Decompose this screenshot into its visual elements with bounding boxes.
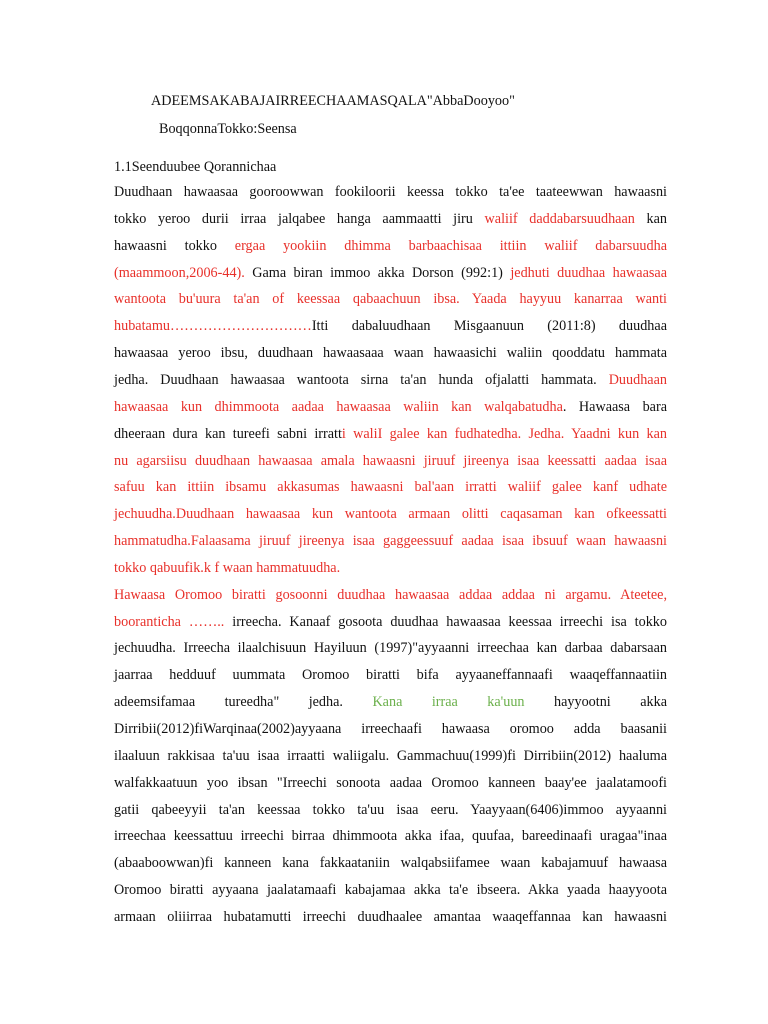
text-run: . Hawaasa bara — [562, 398, 667, 415]
text-run: jedha. Duudhaan hawaasaa wantoota sirna ta'an hunda ofjalatti hammata. — [114, 371, 609, 388]
text-line — [114, 828, 667, 848]
text-line — [114, 855, 667, 875]
text-line — [114, 399, 667, 419]
text-line — [114, 587, 667, 607]
text-run: jechuudha.Duudhaan hawaasaa kun wantoota armaan olitti caqasaman kan ofkeessatti — [114, 506, 667, 523]
text-run: safuu kan ittiin ibsamu akkasumas hawaasni bal'aan irratti waliif galee kanf udhate — [114, 479, 667, 496]
text-run: armaan oliiirraa hubatamutti irreechi duudhaalee amantaa waaqeffannaa kan hawaasni — [114, 908, 667, 925]
text-line — [114, 614, 667, 634]
text-run: (maammoon,2006-44). — [114, 264, 245, 281]
text-line — [114, 560, 667, 580]
text-run: Oromoo biratti ayyaana jaalatamaafi kabajamaa akka ta'e ibseera. Akka yaada haayyoota — [114, 882, 667, 899]
text-run: ilaaluun rakkisaa ta'uu isaa irraatti waliigalu. Gammachuu(1999)fi Dirribiin(2012) haaluma — [114, 747, 667, 764]
text-line — [114, 211, 667, 231]
text-run: Dirribii(2012)fiWarqinaa(2002)ayyaana irreechaafi hawaasa oromoo adda baasanii — [114, 721, 667, 737]
text-run: wantoota bu'uura ta'an of keessaa qabaachuun ibsa. Yaada hayyuu kanarraa wanti — [114, 291, 667, 308]
text-run: hawaasaa yeroo ibsu, duudhaan hawaasaaa waan hawaasichi waliin qooddatu hammata — [114, 345, 667, 362]
text-run: Kana irraa ka'uun — [372, 694, 525, 711]
text-line — [114, 506, 667, 526]
text-run: booranticha …….. — [114, 613, 225, 630]
text-run: tokko yeroo durii irraa jalqabee hanga aammaatti jiru — [114, 210, 485, 227]
text-run: irreechaa keessattuu irreechi birraa dhimmoota akka ifaa, quufaa, bareedinaafi uragaa"inaa — [114, 828, 667, 845]
text-line — [114, 909, 667, 929]
text-line — [114, 802, 667, 822]
text-line — [114, 372, 667, 392]
text-run: hayyootni akka — [524, 694, 667, 711]
text-run: tokko qabuufik.k f waan hammatuudha. — [114, 559, 341, 576]
text-run: hawaasni tokko — [114, 237, 235, 254]
text-line — [114, 775, 667, 795]
text-line — [114, 184, 667, 204]
text-run: hubatamu………………………… — [114, 318, 312, 335]
text-run: Duudhaan hawaasaa gooroowwan fookiloorii keessa tokko ta'ee taateewwan hawaasni — [114, 184, 667, 200]
text-line — [114, 238, 667, 258]
text-run: jaarraa hedduuf uummata Oromoo biratti bifa ayyaaneffannaafi waaqeffannaatiin — [114, 667, 667, 684]
text-line — [114, 721, 667, 741]
text-line — [114, 318, 667, 338]
text-run: gatii qabeeyyii ta'an keessaa tokko ta'uu isaa eeru. Yaayyaan(6406)immoo ayyaanni — [114, 801, 667, 818]
text-line — [114, 453, 667, 473]
text-run: dheeraan dura kan tureefi sabni irratt — [114, 425, 342, 442]
text-run: Hawaasa Oromoo biratti gosoonni duudhaa hawaasaa addaa addaa ni argamu. Ateetee, — [114, 586, 667, 603]
text-line — [114, 533, 667, 553]
text-line — [114, 265, 667, 285]
text-run: jechuudha. Irreecha ilaalchisuun Hayiluun (1997)"ayyaanni irreechaa kan darbaa dabarsaan — [114, 640, 667, 657]
text-run: adeemsifamaa tureedha" jedha. — [114, 694, 373, 711]
text-run: walfakkaatuun yoo ibsan "Irreechi sonoota aadaa Oromoo kanneen baay'ee jaalatamoofi — [114, 774, 667, 791]
text-run: kan — [634, 210, 667, 227]
text-line — [114, 882, 667, 902]
text-run: Duudhaan — [608, 371, 667, 388]
text-line — [114, 426, 667, 446]
text-run: waliif daddabarsuudhaan — [484, 210, 635, 227]
text-line — [114, 694, 667, 714]
text-line — [114, 345, 667, 365]
text-run: (abaaboowwan)fi kanneen kana fakkaataniin walqabsiifamee waan kabajamuuf hawaasa — [114, 855, 667, 872]
text-run: ergaa yookiin dhimma barbaachisaa ittiin waliif dabarsuudha — [234, 237, 667, 254]
text-run: Itti dabaluudhaan Misgaanuun (2011:8) duudhaa — [311, 318, 667, 335]
text-line — [114, 640, 667, 660]
text-line — [114, 479, 667, 499]
text-line — [114, 291, 667, 311]
text-run: irreecha. Kanaaf gosoota duudhaa hawaasaa keessaa irreechi isa tokko — [224, 613, 667, 630]
text-run: hammatudha.Falaasama jiruuf jireenya isaa gaggeessuuf aadaa isaa ibsuuf waan hawaasni — [114, 533, 667, 550]
text-line — [114, 748, 667, 768]
text-line — [114, 667, 667, 687]
document-title: ADEEMSAKABAJAIRREECHAAMASQALA"AbbaDooyoo" — [151, 93, 515, 109]
text-run: nu agarsiisu duudhaan hawaasaa amala hawaasni jiruuf jireenya isaa keessatti aadaa isaa — [114, 452, 667, 469]
text-run: hawaasaa kun dhimmoota aadaa hawaasaa waliin kan walqabatudha — [114, 398, 563, 415]
chapter-heading: BoqqonnaTokko:Seensa — [159, 121, 297, 137]
text-run: Gama biran immoo akka Dorson (992:1) — [244, 264, 511, 281]
text-run: jedhuti duudhaa hawaasaa — [510, 264, 667, 281]
text-run: i waliI galee kan fudhatedha. Jedha. Yaadni kun kan — [341, 425, 667, 442]
section-heading: 1.1Seenduubee Qorannichaa — [114, 159, 277, 175]
